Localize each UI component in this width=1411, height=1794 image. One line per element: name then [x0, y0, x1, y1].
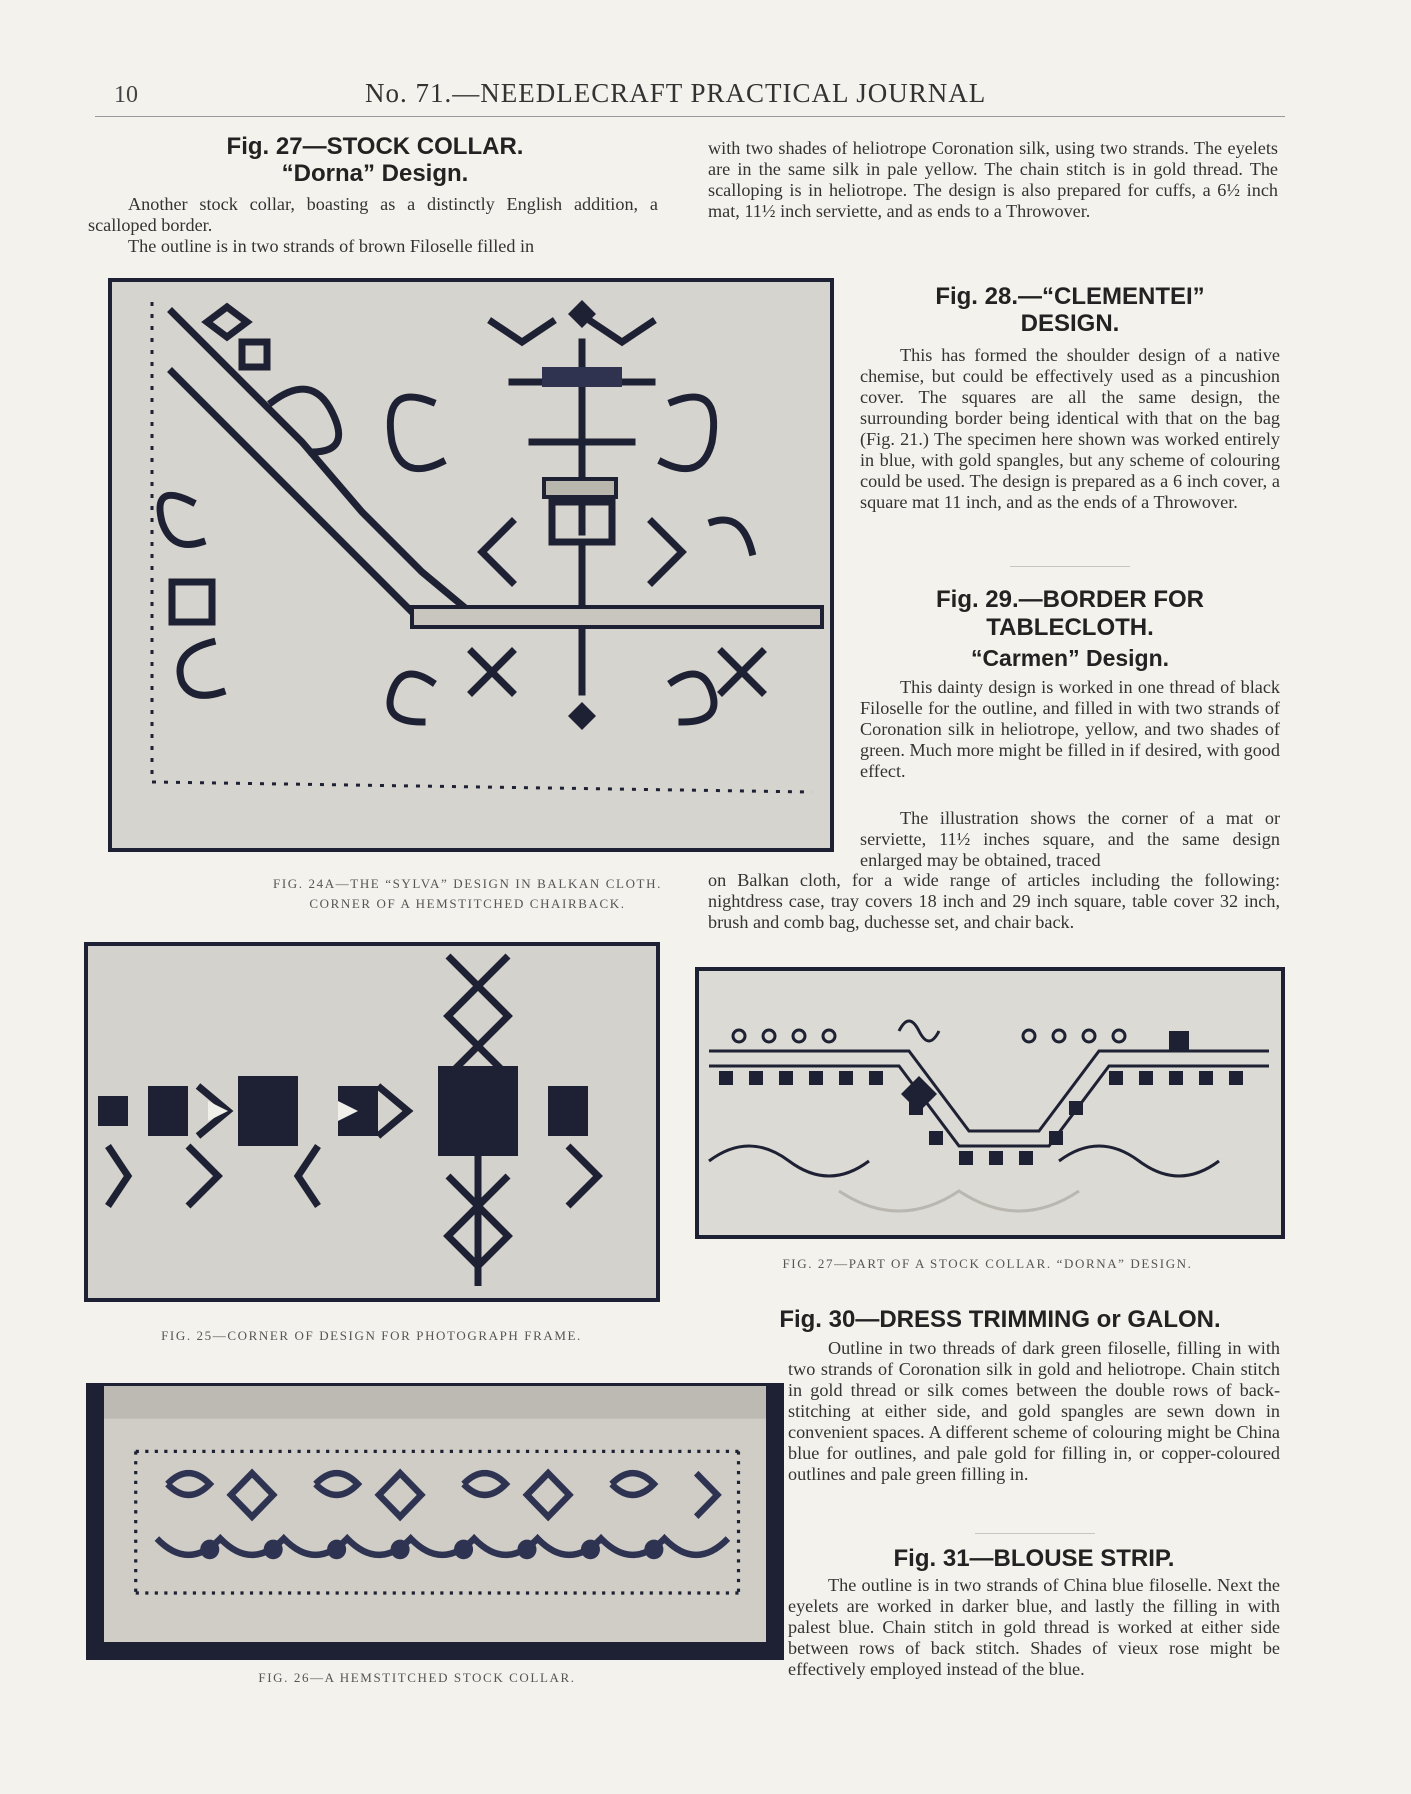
header-rule — [95, 116, 1285, 117]
fig29-title-line1: Fig. 29.—BORDER FOR — [935, 586, 1205, 613]
fig28-para: This has formed the shoulder design of a native chemise, but could be effectively used as a pincushion cover. The squares are all the same design, the surrounding border being identical with that on the bag (Fig. 21.) The specimen here shown was worked entirely in blue, with gold spangles, but any scheme of colouring could be used. The design is prepared as a 6 inch cover, a square mat 11 inch, and as the ends of a Throwover. — [860, 345, 1280, 512]
fig29-para2b: on Balkan cloth, for a wide range of articles including the following: nightdress case, tray covers 18 inch and 29 inch square, table cover 32 inch, brush and comb bag, duchesse set, and chair back. — [708, 870, 1280, 932]
fig29-para1: This dainty design is worked in one thread of black Filoselle for the outline, and filled in with two strands of Coronation silk in heliotrope, yellow, and two shades of green. Much more might be filled in if desired, with good effect. — [860, 677, 1280, 781]
section-divider-2 — [975, 1533, 1095, 1534]
fig27-para1: Another stock collar, boasting as a distinctly English addition, a scalloped border. — [88, 194, 658, 235]
fig27-subtitle: “Dorna” Design. — [281, 160, 469, 187]
fig27-para2: The outline is in two strands of brown Filoselle filled in — [128, 236, 535, 256]
fig29-subtitle: “Carmen” Design. — [970, 645, 1170, 671]
fig25-caption: FIG. 25—CORNER OF DESIGN FOR PHOTOGRAPH FRAME. — [161, 1328, 582, 1343]
fig31-para: The outline is in two strands of China blue filoselle. Next the eyelets are worked in darker blue, and lastly the filling in with palest blue. Chain stitch in gold thread is worked at either side between rows of back stitch. Shades of vieux rose might be effectively employed instead of the blue. — [788, 1575, 1280, 1679]
fig25-photo — [84, 942, 660, 1302]
fig24a-caption-line1: FIG. 24A—THE “SYLVA” DESIGN IN BALKAN CLOTH. — [273, 876, 662, 891]
journal-title: No. 71.—NEEDLECRAFT PRACTICAL JOURNAL — [365, 78, 987, 108]
fig27-title: Fig. 27—STOCK COLLAR. — [226, 133, 524, 160]
fig30-title: Fig. 30—DRESS TRIMMING or GALON. — [779, 1306, 1221, 1333]
fig24a-photo — [108, 278, 834, 852]
fig27-photo — [695, 967, 1285, 1239]
fig28-title-line2: DESIGN. — [1020, 310, 1120, 337]
fig29-title-line2: TABLECLOTH. — [986, 614, 1154, 641]
sylva-embroidery-image — [112, 282, 830, 848]
fig30-para: Outline in two threads of dark green filoselle, filling in with two strands of Coronation silk in gold and heliotrope. Chain stitch in gold thread or silk comes between the double rows of back-stitching at either side, and gold spangles are sewn down in convenient spaces. A different scheme of colouring might be China blue for outlines, and pale gold for filling in, or copper-coloured outlines and pale green filling in. — [788, 1338, 1280, 1484]
photograph-frame-embroidery-image — [88, 946, 656, 1298]
fig27-caption: FIG. 27—PART OF A STOCK COLLAR. “DORNA” DESIGN. — [782, 1256, 1193, 1271]
fig27-continued: with two shades of heliotrope Coronation silk, using two strands. The eyelets are in the same silk in pale yellow. The chain stitch is in gold thread. The scalloping is in heliotrope. The design is also prepared for cuffs, a 6½ inch mat, 11½ inch serviette, and as ends to a Throwover. — [708, 138, 1278, 221]
fig28-title-line1: Fig. 28.—“CLEMENTEI” — [935, 283, 1205, 310]
fig31-title: Fig. 31—BLOUSE STRIP. — [893, 1545, 1175, 1572]
page-number: 10 — [114, 82, 138, 108]
dorna-stock-collar-image — [699, 971, 1281, 1235]
fig24a-caption-line2: CORNER OF A HEMSTITCHED CHAIRBACK. — [309, 896, 626, 911]
fig26-photo — [86, 1383, 784, 1660]
fig26-caption: FIG. 26—A HEMSTITCHED STOCK COLLAR. — [258, 1670, 576, 1685]
fig29-para2a: The illustration shows the corner of a mat or serviette, 11½ inches square, and the same design enlarged may be obtained, traced — [860, 808, 1280, 870]
section-divider — [1010, 566, 1130, 567]
hemstitched-stock-collar-image — [104, 1386, 766, 1642]
